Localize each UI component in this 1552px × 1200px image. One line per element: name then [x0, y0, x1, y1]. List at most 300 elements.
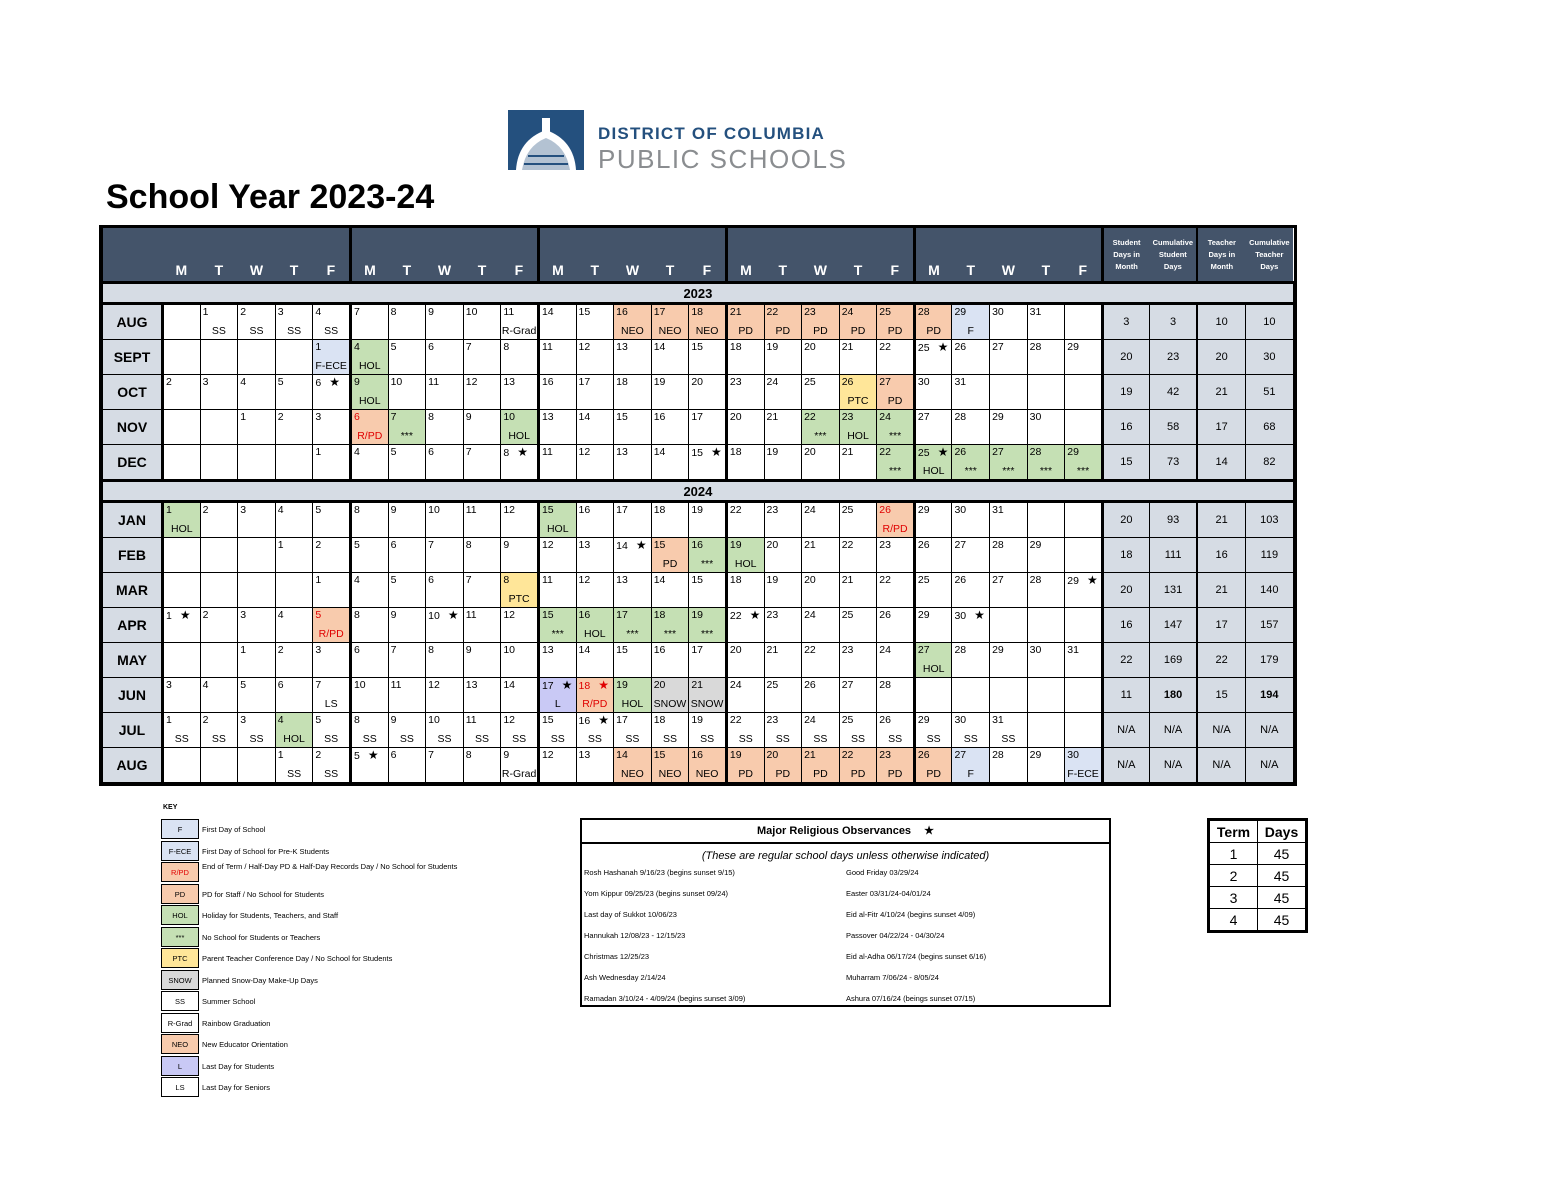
day-code: R/PD: [318, 628, 344, 640]
day-number-text: 24: [804, 504, 816, 516]
day-number-text: 25: [917, 574, 930, 586]
day-cell: [1065, 502, 1103, 538]
day-cell: [275, 445, 313, 481]
key-label: Planned Snow-Day Make-Up Days: [202, 975, 318, 985]
day-code: SS: [888, 733, 903, 745]
day-cell: [576, 573, 614, 608]
day-number: [466, 714, 477, 726]
month-stat: 16: [1102, 410, 1149, 445]
day-number: [842, 306, 854, 318]
day-number-text: 12: [578, 446, 591, 458]
day-cell: [576, 375, 614, 410]
day-cell: [350, 375, 388, 410]
day-number-text: 5: [353, 750, 360, 762]
month-stat: 3: [1102, 304, 1149, 340]
day-number-text: 4: [202, 679, 209, 691]
day-number: [879, 446, 891, 458]
day-cell: [538, 410, 576, 445]
day-cell: [990, 713, 1028, 748]
day-number-text: 12: [465, 376, 478, 388]
key-swatch: NEO: [161, 1034, 199, 1054]
day-number: [842, 644, 854, 656]
weekday-header: W: [802, 228, 840, 283]
key-label: Last Day for Students: [202, 1061, 275, 1071]
day-cell: [200, 748, 238, 783]
day-cell: [990, 445, 1028, 481]
month-stat: 23: [1149, 340, 1197, 375]
day-number-text: 31: [992, 714, 1004, 726]
day-cell: [764, 643, 802, 678]
day-number: [804, 644, 816, 656]
day-number-text: 7: [390, 644, 397, 656]
day-number-text: 23: [841, 644, 854, 656]
day-cell: [689, 502, 727, 538]
day-number-text: 15: [653, 539, 666, 551]
day-number-text: 4: [315, 306, 322, 318]
day-number: [240, 644, 246, 656]
key-swatch: LS: [161, 1077, 199, 1097]
day-code: SS: [324, 768, 339, 780]
day-number: [503, 306, 514, 318]
day-cell: [501, 375, 539, 410]
day-cell: [651, 573, 689, 608]
day-number-text: 3: [166, 679, 172, 691]
day-code: R/PD: [582, 698, 608, 710]
day-number: [616, 504, 628, 516]
day-number-text: 23: [766, 609, 779, 621]
day-number: [616, 679, 628, 691]
day-code: ***: [1002, 465, 1015, 477]
day-number-text: 26: [804, 679, 816, 691]
day-number: [542, 539, 554, 551]
day-number: [730, 446, 742, 458]
day-number: [992, 306, 1004, 318]
day-cell: [614, 573, 652, 608]
term-cell: 45: [1258, 887, 1306, 909]
day-cell: [350, 445, 388, 481]
month-stat: N/A: [1245, 713, 1293, 748]
day-number-text: 27: [917, 411, 930, 423]
key-label: PD for Staff / No School for Students: [202, 889, 325, 899]
day-number: [992, 411, 1004, 423]
day-cell: [877, 340, 915, 375]
logo-line-2: PUBLIC SCHOOLS: [598, 144, 848, 174]
observance-item: Eid al-Adha 06/17/24 (begins sunset 6/16): [846, 952, 987, 961]
day-number-text: 14: [616, 540, 628, 552]
religious-list-right: [846, 868, 986, 1015]
day-cell: [538, 713, 576, 748]
day-cell: [275, 410, 313, 445]
day-cell: [651, 748, 689, 783]
day-number-text: 3: [277, 306, 284, 318]
day-number-text: 2: [277, 644, 284, 656]
day-number: [954, 574, 966, 586]
day-cell: [839, 643, 877, 678]
day-cell: [350, 538, 388, 573]
day-cell: [952, 304, 990, 340]
day-number: [992, 749, 1004, 761]
day-code: PD: [926, 325, 941, 337]
day-code: R/PD: [882, 523, 908, 535]
observance-item: Yom Kippur 09/25/23 (begins sunset 09/24): [584, 889, 728, 898]
day-cell: [877, 713, 915, 748]
weekday-header: T: [275, 228, 313, 283]
day-number-text: 14: [616, 749, 628, 761]
day-cell: [1065, 538, 1103, 573]
day-number-text: 18: [729, 446, 742, 458]
term-summary: [1207, 818, 1308, 933]
day-cell: [463, 608, 501, 643]
day-code: SS: [249, 733, 264, 745]
calendar-table: [102, 228, 1294, 783]
day-number-text: 29: [1067, 446, 1079, 458]
day-code: SS: [362, 733, 377, 745]
weekday-header: T: [1027, 228, 1065, 283]
day-number-text: 2: [240, 306, 247, 318]
day-number-text: 7: [465, 341, 472, 353]
stat-header: Student Days in Month: [1102, 228, 1149, 283]
day-code: SS: [850, 733, 865, 745]
day-cell: [200, 608, 238, 643]
day-number: [1067, 644, 1079, 656]
key-swatch: R-Grad: [161, 1013, 199, 1033]
day-number: [767, 341, 779, 353]
day-cell: [839, 445, 877, 481]
day-number-text: 23: [841, 411, 854, 423]
day-cell: [877, 608, 915, 643]
weekday-header: T: [651, 228, 689, 283]
weekday-header: M: [350, 228, 388, 283]
day-code: NEO: [658, 768, 682, 780]
day-number-text: 26: [879, 504, 891, 516]
day-number: [503, 749, 509, 761]
day-number-text: 10: [428, 714, 440, 726]
month-label: NOV: [103, 410, 163, 445]
month-stat: 10: [1245, 304, 1293, 340]
day-number: [203, 504, 209, 516]
day-number: [391, 306, 397, 318]
day-number: [842, 749, 854, 761]
day-cell: [163, 713, 201, 748]
day-cell: [388, 643, 426, 678]
day-cell: [388, 304, 426, 340]
day-number-text: 1: [240, 411, 247, 423]
day-number-text: 6: [353, 411, 360, 423]
day-number: [579, 376, 591, 388]
day-cell: [538, 748, 576, 783]
day-cell: [538, 304, 576, 340]
day-number-text: 17: [578, 376, 591, 388]
day-cell: [1065, 573, 1103, 608]
day-cell: [238, 748, 276, 783]
day-code: PTC: [508, 593, 530, 605]
day-number-text: 10: [503, 644, 516, 656]
day-number-text: 31: [1029, 306, 1042, 318]
day-number: [767, 376, 779, 388]
day-number: [278, 679, 284, 691]
day-cell: [313, 410, 351, 445]
day-number-text: 29: [992, 644, 1004, 656]
day-number: [240, 679, 246, 691]
day-cell: [388, 608, 426, 643]
day-cell: [990, 608, 1028, 643]
day-number: [804, 574, 816, 586]
day-code: SNOW: [653, 698, 687, 710]
day-number-text: 22: [804, 644, 816, 656]
day-code: SS: [399, 733, 414, 745]
day-number-text: 23: [766, 504, 779, 516]
day-number-text: 30: [1067, 749, 1079, 761]
day-number: [1030, 574, 1042, 586]
key-label: First Day of School for Pre-K Students: [202, 846, 330, 856]
day-number: [954, 341, 966, 353]
day-cell: [426, 304, 464, 340]
day-number: [730, 574, 742, 586]
day-cell: [764, 304, 802, 340]
day-number-text: 1: [277, 539, 284, 551]
day-number: [240, 376, 246, 388]
day-cell: [501, 748, 539, 783]
day-number: [804, 539, 816, 551]
day-number-text: 13: [616, 341, 628, 353]
key-swatch: ***: [161, 927, 199, 947]
day-cell: [426, 445, 464, 481]
day-cell: [726, 410, 764, 445]
day-number-text: 16: [578, 609, 591, 621]
day-number-text: 4: [277, 504, 284, 516]
month-stat: 22: [1197, 643, 1245, 678]
term-cell: 3: [1210, 887, 1258, 909]
day-cell: [914, 375, 952, 410]
month-row: [103, 375, 1294, 410]
day-number-text: 13: [541, 644, 554, 656]
day-number: [203, 306, 209, 318]
day-cell: [877, 304, 915, 340]
day-number-text: 14: [653, 446, 666, 458]
day-cell: [163, 608, 201, 643]
day-number-text: 2: [315, 539, 322, 551]
weekday-header: T: [388, 228, 426, 283]
day-cell: [802, 538, 840, 573]
day-cell: [200, 375, 238, 410]
day-cell: [839, 538, 877, 573]
day-number: [616, 574, 628, 586]
day-cell: [726, 643, 764, 678]
day-number-text: 20: [729, 644, 742, 656]
day-number: [579, 539, 591, 551]
day-number-text: 14: [578, 411, 591, 423]
day-number-text: 25: [841, 504, 854, 516]
day-cell: [839, 713, 877, 748]
day-cell: [839, 375, 877, 410]
day-cell: [1027, 410, 1065, 445]
day-number-text: 24: [804, 609, 816, 621]
day-cell: [614, 410, 652, 445]
day-number-text: 16: [653, 411, 666, 423]
day-code: SS: [963, 733, 978, 745]
weekday-header: F: [689, 228, 727, 283]
day-number: [579, 609, 591, 621]
day-cell: [275, 678, 313, 713]
day-number: [542, 714, 554, 726]
key-swatch: R/PD: [161, 862, 199, 882]
day-number-text: 7: [465, 574, 472, 586]
day-number: [804, 341, 816, 353]
day-cell: [313, 573, 351, 608]
star-icon: ★: [598, 678, 609, 692]
day-number-text: 20: [766, 539, 779, 551]
day-code: NEO: [695, 325, 719, 337]
day-cell: [463, 340, 501, 375]
day-code: ***: [626, 628, 639, 640]
term-cell: 4: [1210, 909, 1258, 931]
month-stat: 180: [1149, 678, 1197, 713]
observance-item: Last day of Sukkot 10/06/23: [584, 910, 677, 919]
day-number-text: 25: [804, 376, 816, 388]
day-number-text: 22: [841, 539, 854, 551]
day-number-text: 10: [353, 679, 366, 691]
day-cell: [538, 608, 576, 643]
day-code: SS: [324, 325, 339, 337]
day-number: [842, 574, 854, 586]
logo-line-1: DISTRICT OF COLUMBIA: [598, 124, 826, 143]
day-cell: [952, 410, 990, 445]
day-number-text: 25: [879, 306, 891, 318]
day-cell: [839, 573, 877, 608]
day-cell: [764, 445, 802, 481]
day-number-text: 4: [240, 376, 247, 388]
day-number-text: 15: [541, 504, 554, 516]
day-number: [579, 644, 591, 656]
day-cell: [877, 678, 915, 713]
day-number-text: 7: [428, 749, 434, 761]
day-number-text: 26: [954, 341, 967, 353]
day-number-text: 26: [879, 714, 891, 726]
day-number-text: 20: [804, 574, 816, 586]
day-number: [804, 504, 816, 516]
observance-item: Rosh Hashanah 9/16/23 (begins sunset 9/15): [584, 868, 735, 877]
day-number: [616, 714, 628, 726]
day-cell: [689, 304, 727, 340]
day-cell: [275, 573, 313, 608]
day-number: [428, 644, 434, 656]
weekday-header: F: [1065, 228, 1103, 283]
day-number: [691, 341, 703, 353]
day-number: [767, 306, 779, 318]
day-number-text: 18: [616, 376, 628, 388]
day-cell: [877, 643, 915, 678]
day-cell: [914, 502, 952, 538]
capitol-dome-icon: [508, 110, 584, 170]
day-number: [691, 574, 703, 586]
key-title: KEY: [163, 804, 178, 811]
day-number: [542, 644, 554, 656]
day-number: [391, 539, 397, 551]
day-cell: [689, 573, 727, 608]
day-number-text: 11: [541, 446, 553, 458]
day-number: [691, 446, 721, 459]
day-number-text: 30: [1029, 411, 1042, 423]
day-number: [203, 714, 209, 726]
day-number-text: 5: [390, 574, 397, 586]
day-code: PTC: [847, 395, 869, 407]
day-code: SS: [625, 733, 640, 745]
day-number: [767, 679, 779, 691]
school-calendar: [99, 225, 1297, 786]
day-code: HOL: [358, 360, 381, 372]
weekday-header: M: [163, 228, 201, 283]
day-number: [954, 539, 966, 551]
month-stat: N/A: [1102, 748, 1149, 783]
day-cell: [275, 748, 313, 783]
day-cell: [990, 678, 1028, 713]
day-number-text: 16: [578, 504, 591, 516]
day-cell: [275, 713, 313, 748]
day-number-text: 10: [428, 610, 440, 622]
religious-title: [582, 820, 1109, 844]
day-cell: [651, 608, 689, 643]
day-number: [918, 306, 930, 318]
day-cell: [388, 445, 426, 481]
term-header-row: [1210, 821, 1306, 843]
day-code: ***: [888, 465, 902, 477]
day-code: PD: [887, 325, 903, 337]
day-code: SS: [775, 733, 790, 745]
day-number: [278, 644, 284, 656]
day-number: [579, 306, 591, 318]
weekday-header-row: [103, 228, 1294, 283]
day-cell: [163, 748, 201, 783]
day-cell: [689, 608, 727, 643]
day-number: [918, 714, 930, 726]
day-number: [391, 679, 402, 691]
day-number-text: 19: [729, 539, 742, 551]
month-stat: N/A: [1102, 713, 1149, 748]
day-number-text: 23: [729, 376, 742, 388]
day-cell: [614, 340, 652, 375]
day-cell: [651, 678, 689, 713]
month-stat: N/A: [1245, 748, 1293, 783]
day-number: [992, 341, 1004, 353]
day-cell: [1027, 445, 1065, 481]
day-cell: [275, 304, 313, 340]
day-number-text: 18: [729, 341, 742, 353]
day-cell: [839, 608, 877, 643]
observance-item: Christmas 12/25/23: [584, 952, 650, 961]
day-number: [804, 411, 816, 423]
day-cell: [576, 304, 614, 340]
day-code: HOL: [546, 523, 569, 535]
day-number-text: 8: [353, 714, 360, 726]
day-number-text: 28: [879, 679, 891, 691]
day-code: HOL: [171, 523, 193, 535]
month-stat: 18: [1102, 538, 1149, 573]
day-number: [466, 306, 478, 318]
day-number: [466, 539, 472, 551]
day-number: [842, 539, 854, 551]
day-code: R/PD: [357, 430, 383, 442]
day-number: [428, 574, 434, 586]
day-number-text: 28: [1029, 574, 1042, 586]
key-swatch: PTC: [161, 948, 199, 968]
day-cell: [952, 375, 990, 410]
key-label: Parent Teacher Conference Day / No School for Students: [202, 954, 393, 963]
day-code: LS: [324, 698, 338, 710]
stat-header: Cumulative Teacher Days: [1245, 228, 1293, 283]
weekday-header: F: [501, 228, 539, 283]
day-cell: [764, 410, 802, 445]
day-cell: [463, 445, 501, 481]
